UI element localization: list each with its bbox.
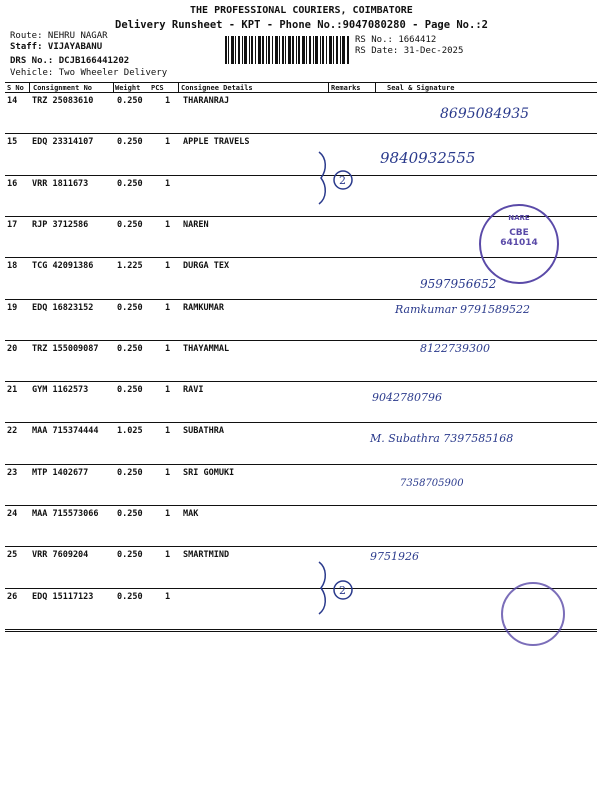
seal-text: NARE [508,214,530,222]
table-row [5,299,597,340]
bracket-mark [315,150,355,206]
pcs-value: 1 [165,178,171,189]
weight-value: 1.225 [117,261,143,272]
seal-text: 641014 [500,238,538,248]
pcs-value: 1 [165,96,171,106]
row-sno: 22 [7,426,18,437]
pcs-value: 1 [165,302,171,313]
consignee-name: SUBATHRA [183,426,224,437]
pcs-value: 1 [165,137,171,148]
consignee-name: RAVI [183,385,204,396]
svg-text:2: 2 [339,174,346,187]
weight-value: 0.250 [117,343,143,354]
weight-value: 0.250 [117,385,143,396]
consignment-number: EDQ 16823152 [32,302,94,313]
consignment-number: MAA 715374444 [32,426,99,437]
handwritten-signature: M. Subathra 7397585168 [370,432,514,446]
consignment-number: EDQ 15117123 [32,591,94,602]
handwritten-signature: 9751926 [370,550,419,564]
bracket-mark [315,560,355,616]
pcs-value: 1 [165,509,171,519]
col-consignment: Consignment No [33,84,93,92]
row-sno: 24 [7,509,18,519]
handwritten-signature: 8122739300 [420,341,490,355]
row-sno: 16 [7,178,18,189]
consignee-name: SRI GOMUKI [183,467,235,478]
seal-text: CBE [509,228,529,238]
weight-value: 0.250 [117,302,143,313]
runsheet-title: THE PROFESSIONAL COURIERS, COIMBATORE [190,5,413,16]
table-row [5,133,597,174]
staff-label: Staff: VIJAYABANU [10,42,103,52]
rs-date: RS Date: 31-Dec-2025 [355,46,464,56]
table-row [5,92,597,133]
svg-text:2: 2 [339,584,346,597]
handwritten-signature: 8695084935 [440,106,530,122]
table-row [5,464,597,505]
runsheet-subtitle: Delivery Runsheet - KPT - Phone No.:9047080280 - Page No.:2 [115,19,488,31]
handwritten-signature: 7358705900 [400,477,464,489]
consignment-number: TCG 42091386 [32,261,94,272]
consignment-number: EDQ 23314107 [32,137,94,148]
row-sno: 18 [7,261,18,272]
weight-value: 0.250 [117,550,143,561]
consignment-number: GYM 1162573 [32,385,89,396]
pcs-value: 1 [165,385,171,396]
weight-value: 0.250 [117,96,143,106]
company-seal [479,204,559,284]
table-row [5,422,597,463]
col-weight: Weight [115,84,141,92]
handwritten-signature: 9042780796 [372,391,442,405]
col-pcs: PCS [151,84,164,92]
row-sno: 26 [7,591,18,602]
handwritten-signature: 9840932555 [380,149,476,168]
weight-value: 1.025 [117,426,143,437]
col-consignee: Consignee Details [181,84,253,92]
consignee-name: THARANRAJ [183,96,230,106]
company-seal [501,582,565,646]
table-row [5,340,597,381]
table-row [5,381,597,422]
row-sno: 25 [7,550,18,561]
consignment-number: MTP 1402677 [32,467,89,478]
weight-value: 0.250 [117,137,143,148]
consignment-number: RJP 3712586 [32,219,89,230]
pcs-value: 1 [165,219,171,230]
row-sno: 21 [7,385,18,396]
consignee-name: SMARTMIND [183,550,230,561]
consignment-number: TRZ 25083610 [32,96,94,106]
drs-number: DRS No.: DCJB166441202 [10,56,130,66]
col-sno: S No [7,84,24,92]
weight-value: 0.250 [117,509,143,519]
consignee-name: RAMKUMAR [183,302,224,313]
weight-value: 0.250 [117,178,143,189]
col-signature: Seal & Signature [387,84,455,92]
pcs-value: 1 [165,261,171,272]
row-sno: 23 [7,467,18,478]
runsheet-table [5,82,597,632]
weight-value: 0.250 [117,591,143,602]
route-label: Route: NEHRU NAGAR [10,31,108,41]
table-row [5,505,597,546]
consignee-name: NAREN [183,219,209,230]
consignee-name: MAK [183,509,199,519]
row-sno: 17 [7,219,18,230]
pcs-value: 1 [165,550,171,561]
row-sno: 20 [7,343,18,354]
consignment-number: TRZ 155009087 [32,343,99,354]
consignment-number: MAA 715573066 [32,509,99,519]
pcs-value: 1 [165,591,171,602]
pcs-value: 1 [165,343,171,354]
col-remarks: Remarks [331,84,361,92]
vehicle-label: Vehicle: Two Wheeler Delivery [10,68,168,78]
pcs-value: 1 [165,467,171,478]
pcs-value: 1 [165,426,171,437]
barcode-graphic [225,36,350,64]
table-row [5,546,597,587]
rs-number: RS No.: 1664412 [355,35,437,45]
consignment-number: VRR 1811673 [32,178,89,189]
handwritten-signature: 9597956652 [420,277,497,292]
row-sno: 19 [7,302,18,313]
consignee-name: APPLE TRAVELS [183,137,250,148]
weight-value: 0.250 [117,467,143,478]
row-sno: 14 [7,96,18,106]
consignee-name: DURGA TEX [183,261,230,272]
consignee-name: THAYAMMAL [183,343,230,354]
row-sno: 15 [7,137,18,148]
consignment-number: VRR 7609204 [32,550,89,561]
weight-value: 0.250 [117,219,143,230]
handwritten-signature: Ramkumar 9791589522 [395,302,531,316]
